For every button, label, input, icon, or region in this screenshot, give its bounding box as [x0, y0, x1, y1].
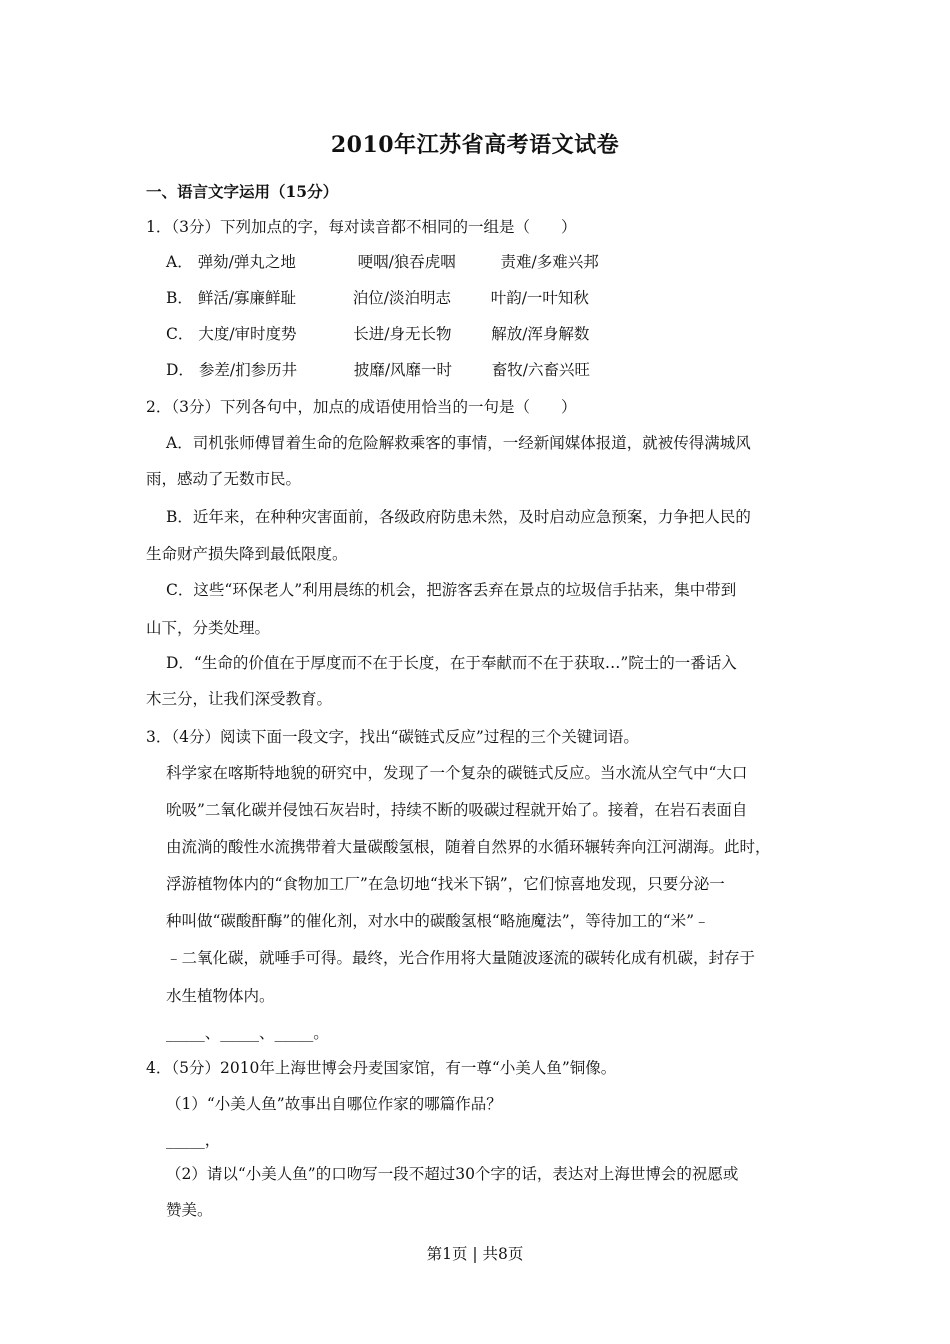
word-pair: 责难/多难兴邦 [500, 253, 599, 271]
option-label: B． [166, 289, 193, 307]
q4-sub-question-2-line1: （2）请以“小美人鱼”的口吻写一段不超过30个字的话，表达对上海世博会的祝愿或 [166, 1165, 739, 1183]
word-pair: 畜牧/六畜兴旺 [491, 361, 590, 379]
word-pair: 披靡/风靡一时 [353, 361, 453, 379]
q3-passage-line: 浮游植物体内的“食物加工厂”在急切地“找米下锅”，它们惊喜地发现，只要分泌一 [166, 875, 725, 893]
word-pair: 鲜活/寡廉鲜耻 [197, 289, 297, 307]
q2-option-d-line1: D．“生命的价值在于厚度而不在于长度，在于奉献而不在于获取…”院士的一番话入 [166, 654, 737, 672]
q1-option-d [166, 360, 590, 380]
q2-option-c-line1: C．这些“环保老人”利用晨练的机会，把游客丢弃在景点的垃圾信手拈来，集中带到 [166, 581, 737, 599]
option-label: C． [166, 325, 194, 343]
q2-option-b-line2: 生命财产损失降到最低限度。 [146, 545, 348, 563]
q4-answer-blank[interactable]: _____， [166, 1131, 221, 1149]
q2-option-b-line1: B．近年来，在种种灾害面前，各级政府防患未然，及时启动应急预案，力争把人民的 [166, 508, 751, 526]
section-heading: 一、语言文字运用（15分） [146, 182, 339, 201]
q3-passage-line: 科学家在喀斯特地貌的研究中，发现了一个复杂的碳链式反应。当水流从空气中“大口 [166, 764, 748, 782]
q2-option-c-line2: 山下，分类处理。 [146, 619, 271, 637]
word-pair: 长进/身无长物 [353, 325, 452, 343]
q4-sub-question-2-line2: 赞美。 [166, 1201, 213, 1219]
word-pair: 大度/审时度势 [198, 325, 297, 343]
question-1-stem: 1．（3分）下列加点的字，每对读音都不相同的一组是（ ） [146, 218, 577, 236]
q2-option-d-line2: 木三分，让我们深受教育。 [146, 690, 333, 708]
q3-answer-blanks[interactable]: _____、_____、_____。 [166, 1024, 329, 1042]
q3-passage-line: 水生植物体内。 [166, 987, 275, 1005]
q1-option-c [166, 324, 589, 344]
q3-passage-line: 吮吸”二氧化碳并侵蚀石灰岩时，持续不断的吸碳过程就开始了。接着，在岩石表面自 [166, 801, 748, 819]
word-pair: 弹劾/弹丸之地 [197, 253, 296, 271]
option-label: D． [166, 361, 194, 379]
option-label: A． [166, 253, 193, 271]
question-3-stem: 3．（4分）阅读下面一段文字，找出“碳链式反应”过程的三个关键词语。 [146, 728, 639, 746]
q1-option-a [166, 252, 599, 272]
page-title: 2010年江苏省高考语文试卷 [330, 132, 620, 158]
word-pair: 哽咽/狼吞虎咽 [357, 253, 456, 271]
question-2-stem: 2．（3分）下列各句中，加点的成语使用恰当的一句是（ ） [146, 398, 577, 416]
q1-option-b [166, 288, 589, 308]
word-pair: 参差/扪参历井 [198, 361, 298, 379]
q2-option-a-line2: 雨，感动了无数市民。 [146, 470, 302, 488]
q3-passage-line: 由流淌的酸性水流携带着大量碳酸氢根，随着自然界的水循环辗转奔向江河湖海。此时， [166, 838, 771, 856]
q2-option-a-line1: A．司机张师傅冒着生命的危险解救乘客的事情，一经新闻媒体报道，就被传得满城风 [166, 434, 751, 452]
word-pair: 叶韵/一叶知秋 [490, 289, 589, 307]
q3-passage-line: ﹣二氧化碳，就唾手可得。最终，光合作用将大量随波逐流的碳转化成有机碳，封存于 [166, 949, 756, 967]
word-pair: 泊位/淡泊明志 [352, 289, 451, 307]
q4-sub-question-1: （1）“小美人鱼”故事出自哪位作家的哪篇作品？ [166, 1095, 502, 1113]
word-pair: 解放/浑身解数 [491, 325, 590, 343]
question-4-stem: 4．（5分）2010年上海世博会丹麦国家馆，有一尊“小美人鱼”铜像。 [146, 1059, 617, 1077]
page-footer: 第1页 | 共8页 [426, 1245, 524, 1263]
q3-passage-line: 种叫做“碳酸酐酶”的催化剂，对水中的碳酸氢根“略施魔法”，等待加工的“米”﹣ [166, 912, 710, 930]
